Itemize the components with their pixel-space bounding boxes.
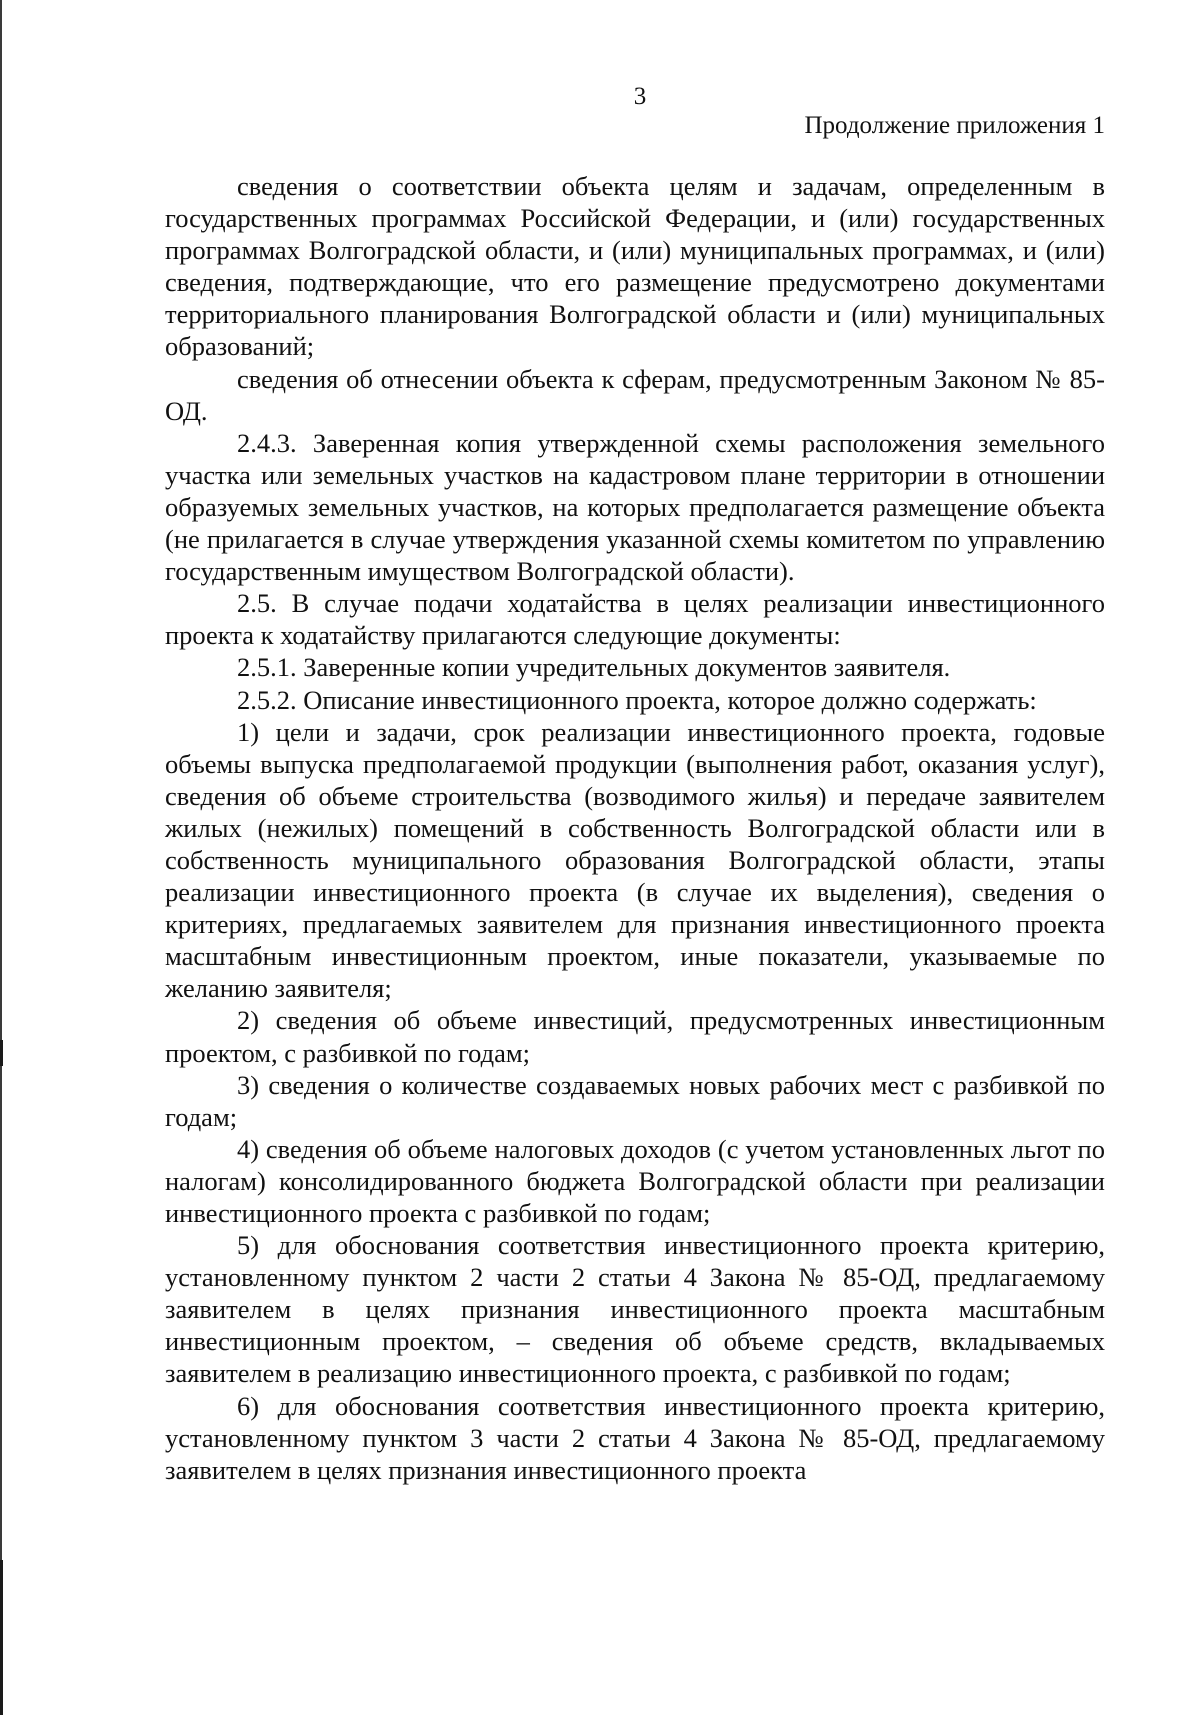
- paragraph: 2.5. В случае подачи ходатайства в целях реализации инвестиционного проекта к ходатайству прилагаются следующие документы:: [165, 588, 1105, 651]
- page-number: 3: [633, 83, 647, 110]
- paragraph: 6) для обоснования соответствия инвестиционного проекта критерию, установленному пунктом 3 части 2 статьи 4 Закона № 85-ОД, предлагаемому заявителем в целях признания инвестиционного проекта: [165, 1390, 1105, 1485]
- paragraph: 2.5.2. Описание инвестиционного проекта, которое должно содержать:: [237, 684, 1037, 715]
- paragraph: 4) сведения об объеме налоговых доходов (с учетом установленных льгот по налогам) консолидированного бюджета Волгоградской области при реализации инвестиционного проекта с разбивкой по годам;: [165, 1133, 1105, 1228]
- paragraph: сведения об отнесении объекта к сферам, предусмотренным Законом № 85-ОД.: [165, 363, 1105, 426]
- scan-mark: [0, 1040, 3, 1066]
- scan-mark: [0, 1560, 3, 1715]
- paragraph: 2.4.3. Заверенная копия утвержденной схемы расположения земельного участка или земельных участков на кадастровом плане территории в отношении образуемых земельных участков, на которых предполагается размещение объекта (не прилагается в случае утверждения указанной схемы комитетом по управлению государственным имуществом Волгоградской области).: [165, 427, 1105, 587]
- paragraph: 5) для обоснования соответствия инвестиционного проекта критерию, установленному пунктом 2 части 2 статьи 4 Закона № 85-ОД, предлагаемому заявителем в целях признания инвестиционного проекта масштабным инвестиционным проектом, – сведения об объеме средств, вкладываемых заявителем в реализацию инвестиционного проекта, с разбивкой по годам;: [165, 1230, 1105, 1389]
- paragraph: 1) цели и задачи, срок реализации инвестиционного проекта, годовые объемы выпуска предполагаемой продукции (выполнения работ, оказания услуг), сведения об объеме строительства (возводимого жилья) и передаче заявителем жилых (нежилых) помещений в собственность Волгоградской области или в собственность муниципального образования Волгоградской области, этапы реализации инвестиционного проекта (в случае их выделения), сведения о критериях, предлагаемых заявителем для признания инвестиционного проекта масштабным инвестиционным проектом, иные показатели, указываемые по желанию заявителя;: [165, 716, 1105, 1004]
- paragraph: 3) сведения о количестве создаваемых новых рабочих мест с разбивкой по годам;: [165, 1069, 1105, 1132]
- paragraph: сведения о соответствии объекта целям и задачам, определенным в государственных программах Российской Федерации, и (или) государственных программах Волгоградской области, и (или) муниципальных программах, и (или) сведения, подтверждающие, что его размещение предусмотрено документами территориального планирования Волгоградской области и (или) муниципальных образований;: [165, 171, 1105, 362]
- appendix-continuation-note: Продолжение приложения 1: [804, 112, 1105, 139]
- document-body: [165, 170, 1105, 1486]
- scan-edge: [0, 0, 2, 1715]
- paragraph: 2.5.1. Заверенные копии учредительных документов заявителя.: [237, 652, 951, 683]
- paragraph: 2) сведения об объеме инвестиций, предусмотренных инвестиционным проектом, с разбивкой по годам;: [165, 1005, 1105, 1068]
